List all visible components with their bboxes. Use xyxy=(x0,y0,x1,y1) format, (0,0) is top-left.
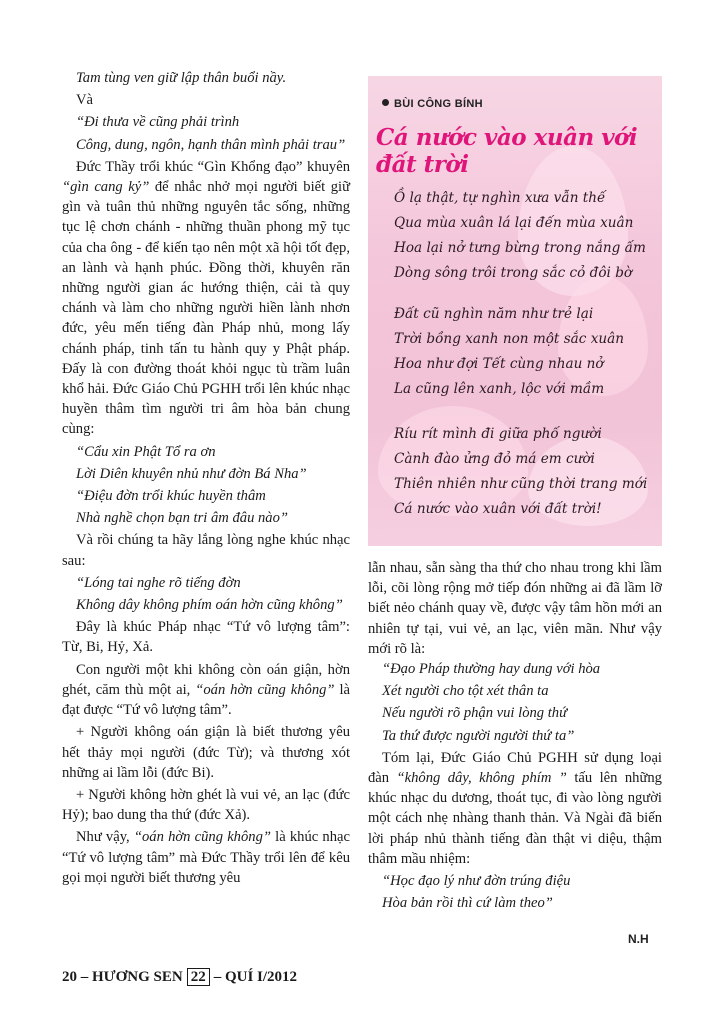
text-run: là đạt được “Tứ vô lượng tâm”. xyxy=(62,681,351,719)
issue-number-box: 22 xyxy=(187,968,210,986)
poem-line: Đất cũ nghìn năm như trẻ lại xyxy=(394,306,594,322)
verse-line: “Điệu đờn trổi khúc huyền thâm xyxy=(76,488,266,505)
article-byline: N.H xyxy=(628,932,649,946)
paragraph: Đây là khúc Pháp nhạc “Tứ vô lượng tâm”: Từ, Bi, Hỷ, Xả. xyxy=(62,619,350,656)
verse-line: Công, dung, ngôn, hạnh thân mình phải trau” xyxy=(76,136,346,153)
text-run: Như vậy, xyxy=(76,829,134,846)
right-article-column xyxy=(368,558,662,915)
page-footer xyxy=(62,968,297,986)
poem-line: Ríu rít mình đi giữa phố người xyxy=(394,426,602,442)
text-run: tấu lên những khúc nhạc du dương, thoát tục, đi vào lòng người một cách nhẹ nhàng thanh thản. Và Ngài đã biến lời pháp nhủ thành tiếng đàn thật vi diệu, thậm thâm mầu nhiệm: xyxy=(368,770,662,867)
poem-line: Qua mùa xuân lá lại đến mùa xuân xyxy=(394,215,634,231)
bullet-icon xyxy=(382,99,389,106)
poem-line: Cá nước vào xuân với đất trời! xyxy=(394,501,602,517)
text-run: Đức Thầy trổi khúc “Gìn Khổng đạo” khuyên xyxy=(76,158,350,175)
verse-line: “Đạo Pháp thường hay dung với hòa xyxy=(382,661,601,678)
verse-line: “Lóng tai nghe rõ tiếng đờn xyxy=(76,574,241,591)
poem-stanza xyxy=(394,302,654,402)
paragraph: Và xyxy=(76,92,94,109)
verse-line: “Đi thưa về cũng phải trình xyxy=(76,114,240,131)
paragraph xyxy=(62,827,350,888)
issue-quarter: – QUÍ I/2012 xyxy=(213,969,298,985)
poem-stanza xyxy=(394,422,654,522)
verse-line: Xét người cho tột xét thân ta xyxy=(382,683,549,700)
verse-line: Lời Diên khuyên nhủ như đờn Bá Nha” xyxy=(76,465,307,482)
paragraph xyxy=(62,157,350,440)
verse-line: Nếu người rõ phận vui lòng thứ xyxy=(382,705,568,722)
page-number: 20 xyxy=(62,969,77,985)
poem-box xyxy=(368,76,662,546)
italic-quote: “oán hờn cũng không” xyxy=(133,829,271,846)
poem-line: La cũng lên xanh, lộc với mầm xyxy=(394,381,605,397)
verse-line: Ta thứ được người người thứ ta” xyxy=(382,727,575,744)
verse-line: Tam tùng ven giữ lập thân buổi nầy. xyxy=(76,70,287,86)
left-article-column xyxy=(62,68,350,890)
paragraph: + Người không hờn ghét là vui vẻ, an lạc (đức Hỷ); bao dung tha thứ (đức Xả). xyxy=(62,786,350,824)
poem-title: Cá nước vào xuân với đất trời xyxy=(376,124,638,178)
poem-author xyxy=(382,98,483,110)
verse-line: Nhà nghề chọn bạn tri âm đâu nào” xyxy=(76,510,289,527)
poem-line: Hoa như đợi Tết cùng nhau nở xyxy=(394,356,604,372)
paragraph: Và rồi chúng ta hãy lắng lòng nghe khúc nhạc sau: xyxy=(62,532,350,569)
verse-line: “Học đạo lý như đờn trúng điệu xyxy=(382,873,571,890)
poem-line: Thiên nhiên như cũng thời trang mới xyxy=(394,476,648,492)
poem-line: Trời bồng xanh non một sắc xuân xyxy=(394,331,624,347)
paragraph xyxy=(62,660,350,721)
poem-stanza xyxy=(394,186,654,286)
paragraph xyxy=(368,748,662,869)
italic-quote: “không dây, không phím ” xyxy=(396,770,567,787)
verse-line: “Cẩu xin Phật Tổ ra ơn xyxy=(76,443,216,460)
poem-line: Hoa lại nở tưng bừng trong nắng ấm xyxy=(394,240,646,256)
poem-line: Cành đào ửng đỏ má em cười xyxy=(394,451,595,467)
poem-line: Dòng sông trôi trong sắc cỏ đôi bờ xyxy=(394,265,633,281)
verse-line: Không dây không phím oán hờn cũng không” xyxy=(76,597,343,614)
text-run: để nhắc nhở mọi người biết giữ gìn và tuân thủ những nguyên tắc sống, những tục lệ chơn chánh - những thuần phong mỹ tục của cha ông - để kiến tạo nên một xã hội tốt đẹp, an lành và hạnh phúc. Đồng thời, khuyên răn những người gian ác hướng thiện, cải tà quy chánh và làm cho những người hiền lành nhơn đức, yêu mến tiếng đàn Pháp nhủ, mong lấy chánh pháp, tinh tấn tu hành quy y Phật pháp. Đấy là con đường thoát khỏi ngục tù trầm luân khổ hải. Đức Giáo Chủ PGHH trổi lên khúc nhạc huyền thâm tìm người tri âm hòa bản chung cùng: xyxy=(62,179,350,438)
italic-quote: “gìn cang kỷ” xyxy=(62,179,150,196)
text-run: Con người một khi không còn oán giận, hờn ghét, căm thù một ai, xyxy=(62,661,350,698)
poem-line: Ồ lạ thật, tự nghìn xưa vẫn thế xyxy=(394,190,606,206)
verse-line: Hòa bản rồi thì cứ làm theo” xyxy=(382,895,553,912)
italic-quote: “oán hờn cũng không” xyxy=(195,681,335,698)
text-run: Tóm lại, Đức Giáo Chủ PGHH sử dụng loại đàn xyxy=(368,749,662,787)
text-run: là khúc nhạc “Tứ vô lượng tâm” mà Đức Thầy trổi lên để kêu gọi mọi người biết thương yêu xyxy=(62,829,350,886)
paragraph: + Người không oán giận là biết thương yêu hết thảy mọi người (đức Từ); và thương xót những ai lầm lỗi (đức Bi). xyxy=(62,724,350,781)
paragraph: lẫn nhau, sẵn sàng tha thứ cho nhau trong khi lầm lỗi, cõi lòng rộng mở tiếp đón những ai đã lầm lỡ biết nẻo chánh quay về, được vậy tâm hồn mới an nhiên tự tại, vui vẻ, an lạc, viên mãn. Như vậy mới rõ là: xyxy=(368,560,662,657)
poem-author-name: BÙI CÔNG BÍNH xyxy=(394,98,483,110)
magazine-name: – HƯƠNG SEN xyxy=(80,969,183,985)
